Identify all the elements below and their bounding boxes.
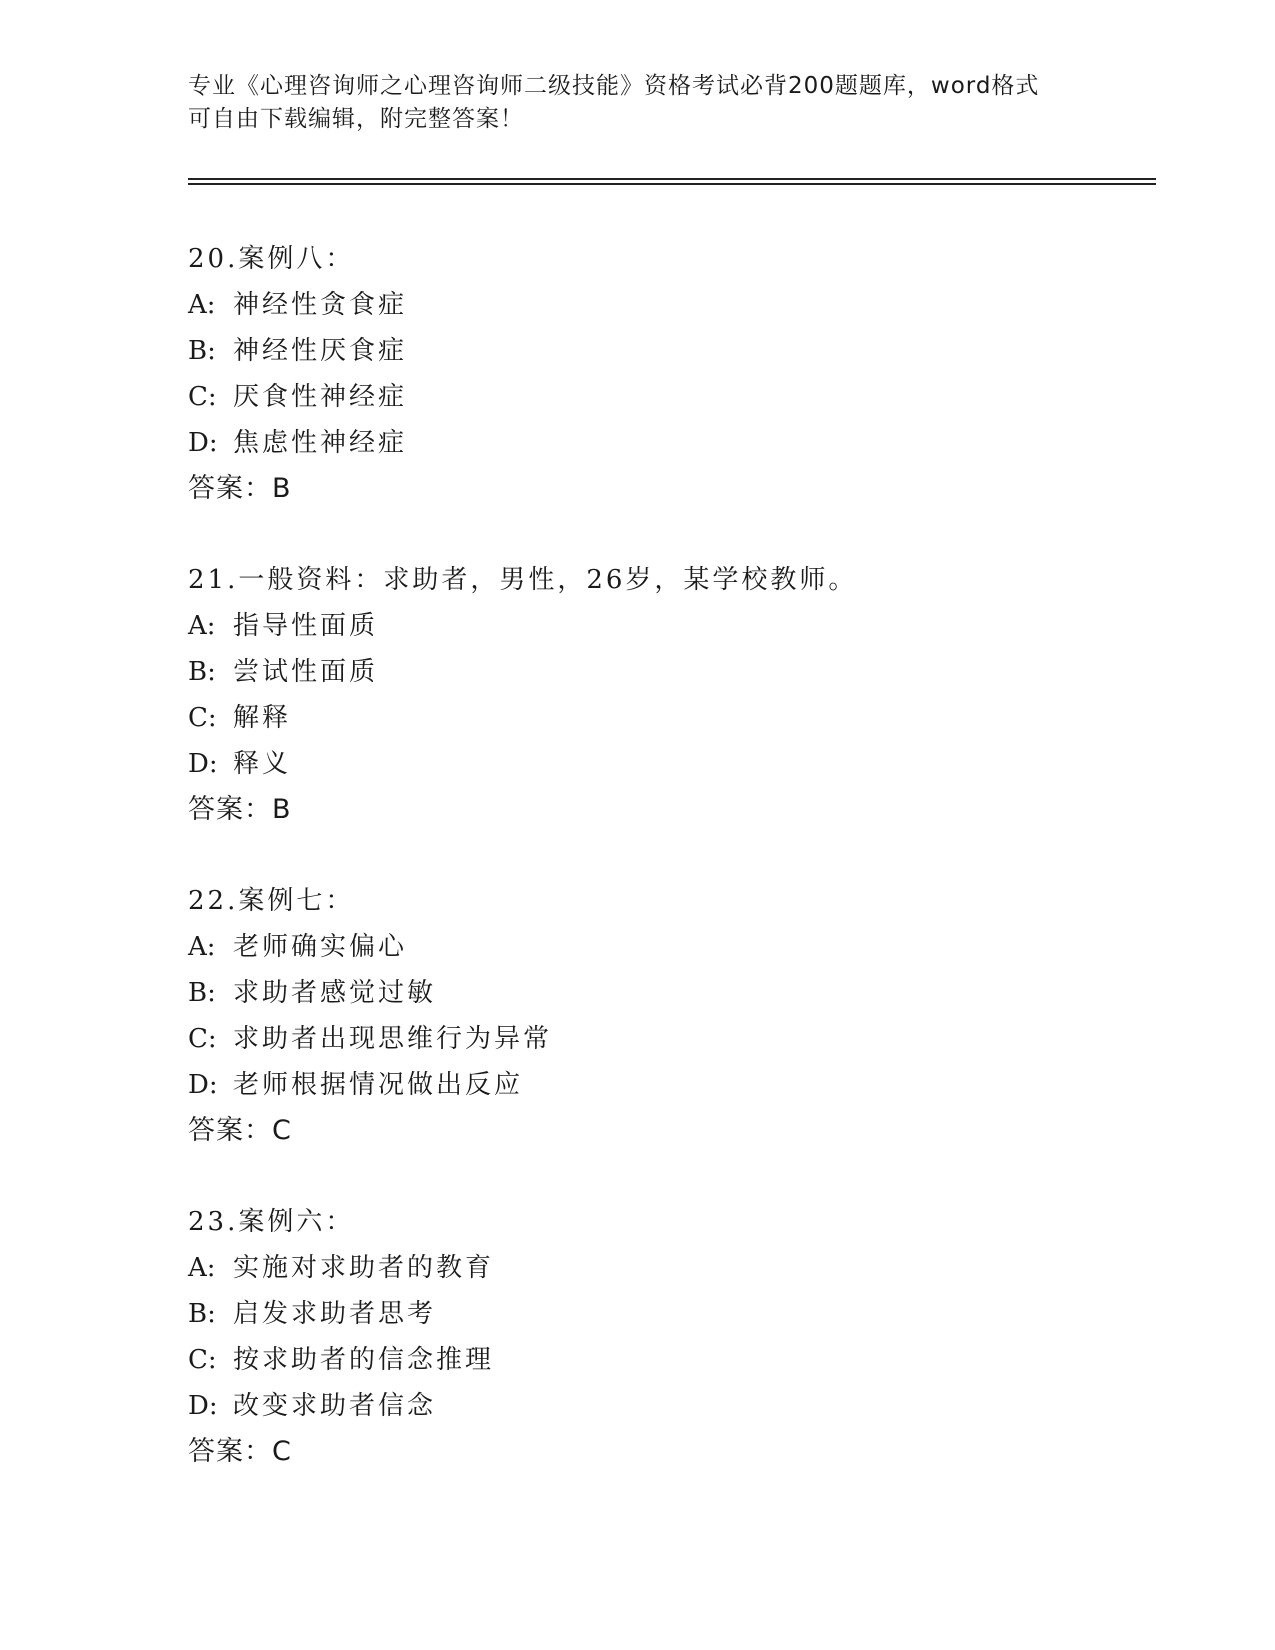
answer-line: 答案：B — [188, 473, 292, 504]
option-label: B: — [188, 336, 216, 366]
answer-line: 答案：C — [188, 1436, 292, 1467]
option-label: B: — [188, 1299, 216, 1329]
option-label: C: — [188, 1345, 217, 1375]
question-stem: 22.案例七： — [188, 886, 355, 916]
option-text: 老师根据情况做出反应 — [233, 1070, 524, 1100]
option-text: 指导性面质 — [233, 611, 379, 641]
question-stem: 23.案例六： — [188, 1207, 355, 1237]
header-line-1: 专业《心理咨询师之心理咨询师二级技能》资格考试必背200题题库，word格式 — [188, 73, 1040, 99]
option-a — [188, 603, 1148, 649]
option-text: 启发求助者思考 — [233, 1299, 437, 1329]
option-d — [188, 420, 1148, 466]
option-c — [188, 374, 1148, 420]
header-divider-top — [188, 178, 1156, 180]
question-item — [188, 1199, 1148, 1475]
option-text: 尝试性面质 — [233, 657, 379, 687]
option-text: 神经性厌食症 — [233, 336, 408, 366]
option-label: A: — [188, 611, 216, 641]
option-c — [188, 695, 1148, 741]
option-a — [188, 1245, 1148, 1291]
question-stem: 21.一般资料：求助者，男性，26岁，某学校教师。 — [188, 565, 858, 595]
option-text: 焦虑性神经症 — [233, 428, 408, 458]
option-label: D: — [188, 1070, 218, 1100]
option-b — [188, 970, 1148, 1016]
option-text: 求助者出现思维行为异常 — [233, 1024, 553, 1054]
option-text: 实施对求助者的教育 — [233, 1253, 495, 1283]
document-header — [188, 70, 1088, 136]
option-label: A: — [188, 932, 216, 962]
option-text: 释义 — [233, 749, 292, 779]
option-label: B: — [188, 978, 216, 1008]
option-c — [188, 1337, 1148, 1383]
question-item — [188, 878, 1148, 1154]
option-label: C: — [188, 382, 217, 412]
option-text: 改变求助者信念 — [233, 1391, 437, 1421]
option-text: 求助者感觉过敏 — [233, 978, 437, 1008]
option-text: 厌食性神经症 — [233, 382, 408, 412]
option-label: A: — [188, 290, 216, 320]
option-c — [188, 1016, 1148, 1062]
answer-line: 答案：B — [188, 794, 292, 825]
option-d — [188, 741, 1148, 787]
option-text: 老师确实偏心 — [233, 932, 408, 962]
option-text: 神经性贪食症 — [233, 290, 408, 320]
option-b — [188, 328, 1148, 374]
option-b — [188, 1291, 1148, 1337]
header-line-2: 可自由下载编辑，附完整答案！ — [188, 106, 524, 132]
option-a — [188, 282, 1148, 328]
option-a — [188, 924, 1148, 970]
option-d — [188, 1383, 1148, 1429]
option-label: D: — [188, 1391, 218, 1421]
option-text: 解释 — [233, 703, 292, 733]
question-list — [188, 236, 1148, 1520]
question-stem: 20.案例八： — [188, 244, 355, 274]
option-label: C: — [188, 1024, 217, 1054]
answer-line: 答案：C — [188, 1115, 292, 1146]
question-item — [188, 236, 1148, 512]
option-label: C: — [188, 703, 217, 733]
option-b — [188, 649, 1148, 695]
option-label: A: — [188, 1253, 216, 1283]
option-text: 按求助者的信念推理 — [233, 1345, 495, 1375]
option-label: D: — [188, 749, 218, 779]
header-divider-bottom — [188, 183, 1156, 185]
option-label: B: — [188, 657, 216, 687]
option-label: D: — [188, 428, 218, 458]
question-item — [188, 557, 1148, 833]
option-d — [188, 1062, 1148, 1108]
